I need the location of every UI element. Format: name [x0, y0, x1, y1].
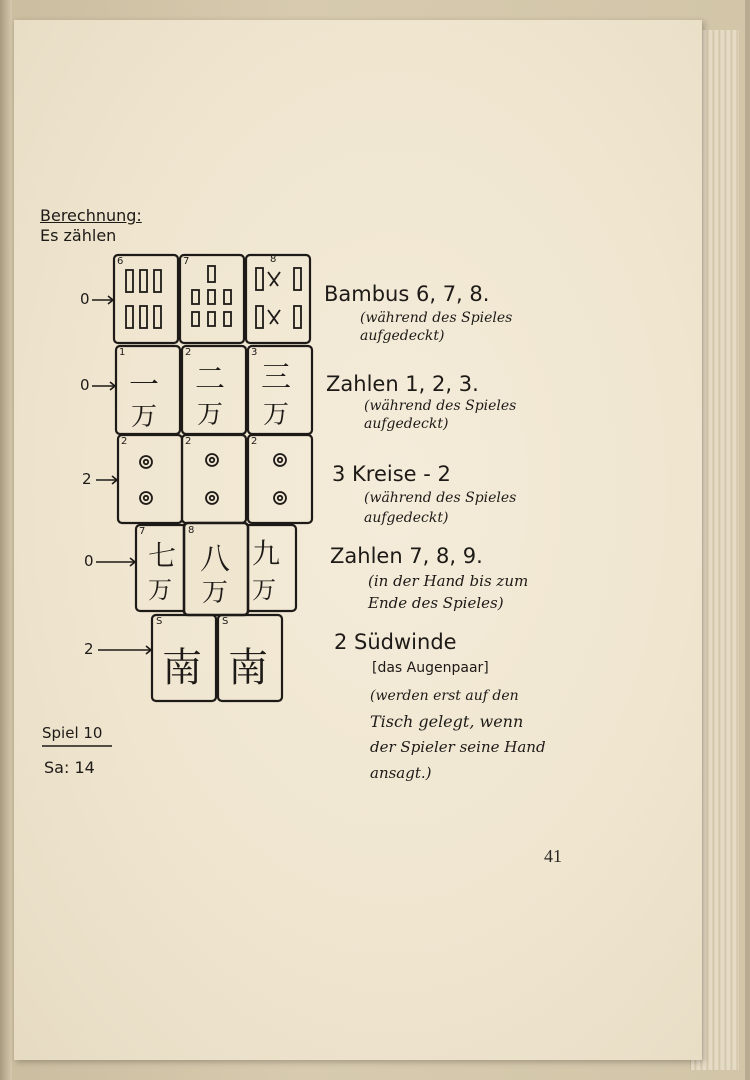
tile-number: 7: [183, 256, 190, 267]
tile-number: 8: [270, 254, 277, 265]
south-wind-glyph: 南: [228, 645, 268, 691]
row3-description: 3 Kreise - 2: [332, 462, 451, 486]
row3-note-line1: (während des Spieles: [364, 490, 517, 506]
circle-tile-2c: [248, 435, 312, 523]
row5-note-line3: der Spieler seine Hand: [370, 738, 546, 756]
previous-page-edge: [0, 0, 12, 1080]
character-glyph: 九: [252, 537, 281, 570]
row4-note-line1: (in der Hand bis zum: [368, 572, 529, 590]
mahjong-tiles-illustration: [14, 20, 702, 1060]
character-glyph: 三: [261, 360, 291, 395]
row2-note-line1: (während des Spieles: [364, 398, 517, 414]
south-wind-glyph: 南: [162, 645, 202, 691]
character-glyph: 二: [195, 362, 225, 397]
row1-note-line2: aufgedeckt): [360, 328, 445, 344]
page-number: 41: [544, 846, 562, 866]
row2-note-line2: aufgedeckt): [364, 416, 449, 432]
row2-score: 0: [80, 376, 90, 394]
bamboo-tile-7: [180, 255, 244, 343]
bamboo-tile-6: [114, 255, 178, 343]
tile-number: 2: [251, 436, 258, 447]
row5-score: 2: [84, 640, 94, 658]
tile-number: 8: [188, 525, 195, 536]
circle-tile-2b: [182, 435, 246, 523]
row3-score: 2: [82, 470, 92, 488]
character-glyph: 一: [129, 368, 159, 403]
row3-note-line2: aufgedeckt): [364, 510, 449, 526]
tile-number: 7: [139, 526, 146, 537]
row1-score: 0: [80, 290, 90, 308]
tile-number: 2: [121, 436, 128, 447]
row4-note-line2: Ende des Spieles): [368, 594, 504, 612]
score-sum: Sa: 14: [44, 758, 95, 777]
wan-glyph: 万: [263, 400, 290, 430]
tile-number: 2: [185, 436, 192, 447]
wan-glyph: 万: [197, 400, 224, 430]
book-page: [14, 20, 702, 1060]
row1-note-line1: (während des Spieles: [360, 310, 513, 326]
row4-description: Zahlen 7, 8, 9.: [330, 544, 483, 568]
row2-description: Zahlen 1, 2, 3.: [326, 372, 479, 396]
character-glyph: 七: [148, 539, 177, 572]
tile-number: 1: [119, 347, 126, 358]
row5-note-line2: Tisch gelegt, wenn: [370, 712, 524, 731]
calculation-heading: Berechnung:: [40, 206, 142, 225]
row5-note-line4: ansagt.): [370, 764, 432, 782]
tile-number: 3: [251, 347, 258, 358]
game-number: Spiel 10: [42, 724, 103, 742]
counts-heading: Es zählen: [40, 226, 117, 245]
wan-glyph: 万: [131, 402, 158, 432]
pair-bracket: [das Augenpaar]: [372, 660, 489, 676]
tile-number: S: [156, 616, 163, 627]
wan-glyph: 万: [148, 576, 172, 604]
circle-tile-2a: [118, 435, 182, 523]
tile-number: 2: [185, 347, 192, 358]
wan-glyph: 万: [202, 578, 229, 608]
tile-number: 6: [117, 256, 124, 267]
row1-description: Bambus 6, 7, 8.: [324, 282, 490, 306]
row5-note-line1: (werden erst auf den: [370, 688, 519, 704]
tile-number: S: [222, 616, 229, 627]
character-glyph: 八: [200, 542, 230, 577]
row5-description: 2 Südwinde: [334, 630, 457, 654]
wan-glyph: 万: [252, 576, 276, 604]
row4-score: 0: [84, 552, 94, 570]
